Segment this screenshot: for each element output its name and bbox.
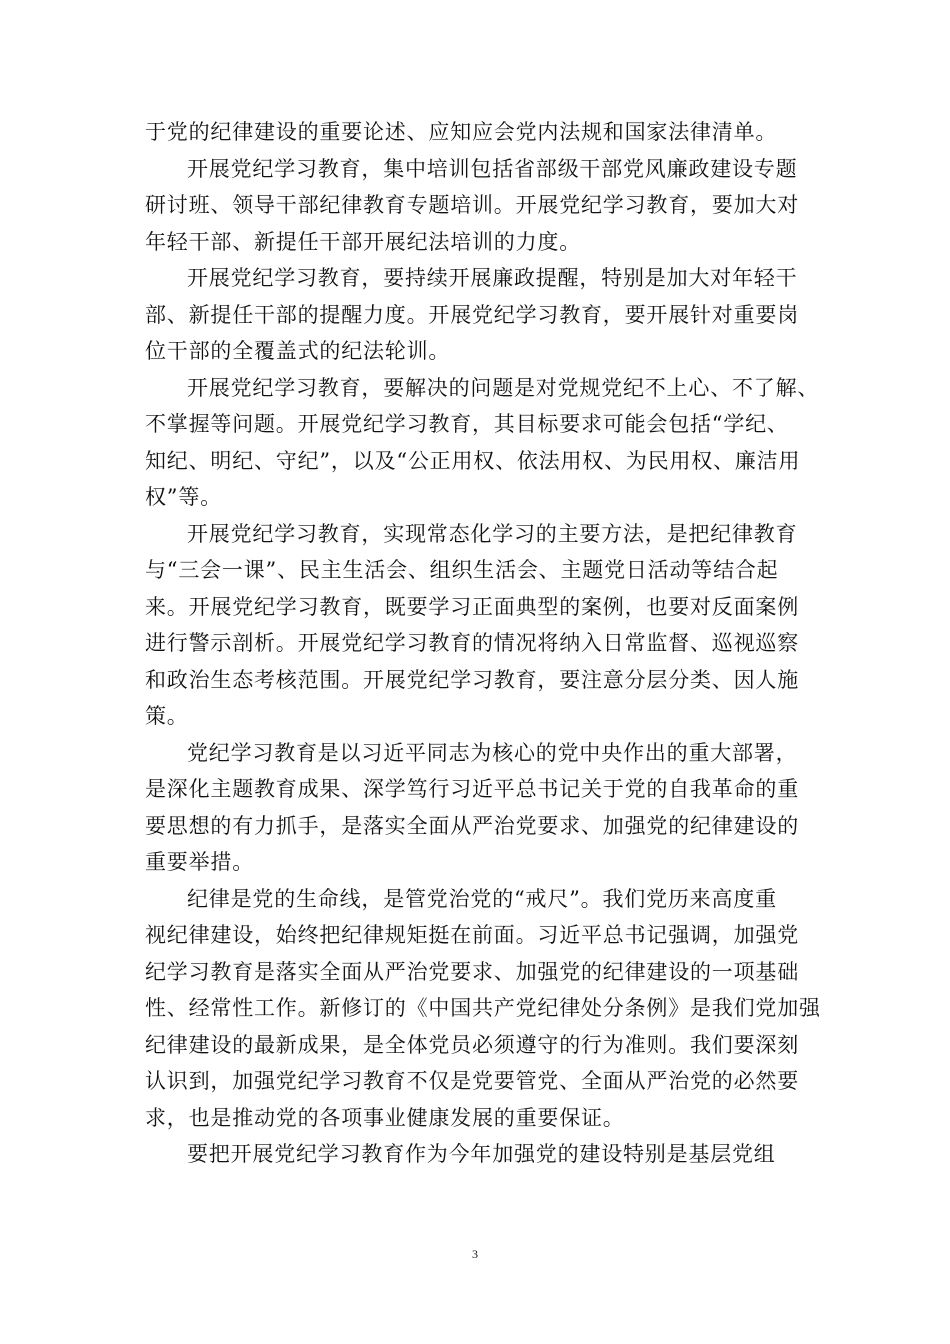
text-line: 开展党纪学习教育，实现常态化学习的主要方法，是把纪律教育 bbox=[187, 521, 798, 546]
text-line: 纪学习教育是落实全面从严治党要求、加强党的纪律建设的一项基础 bbox=[145, 959, 799, 984]
text-line: 与“三会一课”、民主生活会、组织生活会、主题党日活动等结合起 bbox=[145, 558, 779, 582]
text-line: 来。开展党纪学习教育，既要学习正面典型的案例，也要对反面案例 bbox=[145, 594, 799, 619]
text-line: 年轻干部、新提任干部开展纪法培训的力度。 bbox=[145, 229, 581, 254]
text-line: 和政治生态考核范围。开展党纪学习教育，要注意分层分类、因人施 bbox=[145, 667, 799, 692]
text-line: 位干部的全覆盖式的纪法轮训。 bbox=[145, 339, 451, 363]
text-line: 要把开展党纪学习教育作为今年加强党的建设特别是基层党组 bbox=[187, 1142, 776, 1166]
text-line: 重要举措。 bbox=[145, 850, 254, 874]
text-line: 权”等。 bbox=[145, 485, 222, 509]
text-line: 研讨班、领导干部纪律教育专题培训。开展党纪学习教育，要加大对 bbox=[145, 193, 799, 217]
text-line: 求，也是推动党的各项事业健康发展的重要保证。 bbox=[145, 1105, 625, 1130]
body-text bbox=[145, 114, 821, 1173]
text-line: 开展党纪学习教育，集中培训包括省部级干部党风廉政建设专题 bbox=[187, 156, 798, 181]
text-line: 纪律建设的最新成果，是全体党员必须遵守的行为准则。我们要深刻 bbox=[145, 1032, 799, 1057]
text-line: 党纪学习教育是以习近平同志为核心的党中央作出的重大部署， bbox=[187, 740, 798, 765]
text-line: 性、经常性工作。新修订的《中国共产党纪律处分条例》是我们党加强 bbox=[145, 996, 821, 1020]
text-line: 视纪律建设，始终把纪律规矩挺在前面。习近平总书记强调，加强党 bbox=[145, 923, 799, 947]
text-line: 是深化主题教育成果、深学笃行习近平总书记关于党的自我革命的重 bbox=[145, 777, 799, 801]
text-line: 开展党纪学习教育，要持续开展廉政提醒，特别是加大对年轻干 bbox=[187, 266, 798, 290]
text-line: 部、新提任干部的提醒力度。开展党纪学习教育，要开展针对重要岗 bbox=[145, 302, 799, 327]
text-line: 纪律是党的生命线，是管党治党的“戒尺”。我们党历来高度重 bbox=[187, 886, 777, 911]
page-number: 3 bbox=[472, 1247, 478, 1261]
text-line: 要思想的有力抓手，是落实全面从严治党要求、加强党的纪律建设的 bbox=[145, 813, 799, 838]
text-line: 知纪、明纪、守纪”，以及“公正用权、依法用权、为民用权、廉洁用 bbox=[145, 448, 801, 473]
text-line: 进行警示剖析。开展党纪学习教育的情况将纳入日常监督、巡视巡察 bbox=[145, 631, 799, 655]
text-line: 不掌握等问题。开展党纪学习教育，其目标要求可能会包括“学纪、 bbox=[145, 412, 789, 436]
text-line: 于党的纪律建设的重要论述、应知应会党内法规和国家法律清单。 bbox=[145, 120, 778, 144]
text-line: 策。 bbox=[145, 704, 189, 728]
text-line: 认识到，加强党纪学习教育不仅是党要管党、全面从严治党的必然要 bbox=[145, 1069, 799, 1093]
text-line: 开展党纪学习教育，要解决的问题是对党规党纪不上心、不了解、 bbox=[187, 375, 820, 400]
